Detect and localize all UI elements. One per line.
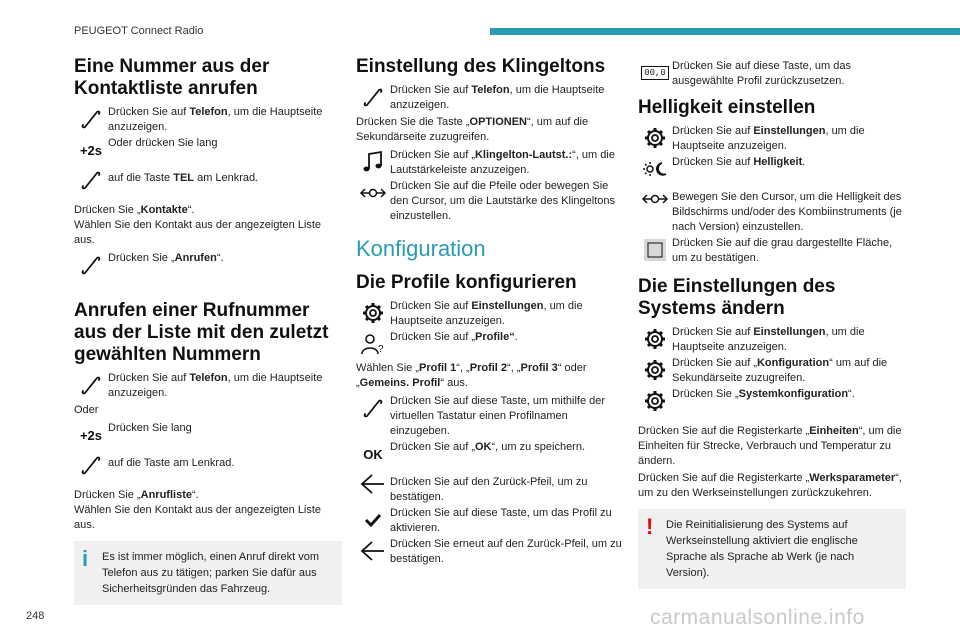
step-row: Drücken Sie „Systemkonfiguration“.: [638, 386, 906, 416]
warning-icon: !: [646, 514, 654, 539]
step-row: Drücken Sie auf diese Taste, um das Profil zu aktivieren.: [356, 505, 624, 536]
phone-icon: [74, 104, 108, 134]
gear-icon: [638, 123, 672, 153]
heading-call-contact: Eine Nummer aus der Kontaktliste anrufen: [74, 56, 270, 99]
column-2: [356, 56, 624, 567]
checkmark-icon: [356, 505, 390, 535]
step-row: Drücken Sie auf diese Taste, um mithilfe der virtuellen Tastatur einen Profilnamen einzugeben.: [356, 393, 624, 439]
gears-icon: [638, 386, 672, 416]
back-arrow-icon: [356, 536, 390, 566]
paragraph: Drücken Sie „Kontakte“. Wählen Sie den Kontakt aus der angezeigten Liste aus.: [74, 204, 322, 246]
step-row: Drücken Sie auf Einstellungen, um die Hauptseite anzuzeigen.: [638, 324, 906, 355]
step-row: Drücken Sie auf die grau dargestellte Fläche, um zu bestätigen.: [638, 235, 906, 266]
profile-icon: [356, 329, 390, 359]
step-row: Drücken Sie auf Einstellungen, um die Hauptseite anzuzeigen.: [356, 298, 624, 329]
music-note-icon: [356, 147, 390, 177]
paragraph: Drücken Sie die Taste „OPTIONEN“, um auf die Sekundärseite zuzugreifen.: [356, 116, 589, 143]
column-1: [74, 56, 342, 605]
slider-arrows-icon: [356, 178, 390, 208]
back-arrow-icon: [356, 469, 390, 499]
long-press-icon: +2s: [79, 142, 103, 158]
step-row: Drücken Sie „Anrufen“.: [74, 250, 342, 280]
column-3: [638, 58, 906, 589]
step-row: Drücken Sie auf „Klingelton-Lautst.:“, um die Lautstärkeleiste anzuzeigen.: [356, 147, 624, 178]
heading-profiles: Die Profile konfigurieren: [356, 272, 577, 293]
phone-icon: [74, 165, 108, 195]
step-row: +2s Drücken Sie lang: [74, 420, 342, 450]
gear-icon: [356, 298, 390, 328]
step-row: auf die Taste TEL am Lenkrad.: [74, 165, 342, 195]
paragraph: Wählen Sie „Profil 1“, „Profil 2“, „Profil 3“ oder „Gemeins. Profil“ aus.: [356, 362, 587, 389]
heading-ringtone: Einstellung des Klingeltons: [356, 56, 606, 77]
info-note: i Es ist immer möglich, einen Anruf direkt vom Telefon aus zu tätigen; parken Sie dafür aus Sicherheitsgründen das Fahrzeug.: [74, 541, 342, 605]
page-number: 248: [26, 610, 45, 622]
svg-text:?: ?: [378, 344, 384, 355]
heading-brightness: Helligkeit einstellen: [638, 97, 816, 118]
step-row: Drücken Sie auf Telefon, um die Hauptseite anzuzeigen.: [74, 370, 342, 401]
step-row: Drücken Sie auf den Zurück-Pfeil, um zu bestätigen.: [356, 469, 624, 505]
heading-system-settings: Die Einstellungen des Systems ändern: [638, 276, 836, 319]
step-row: Drücken Sie erneut auf den Zurück-Pfeil, um zu bestätigen.: [356, 536, 624, 567]
phone-icon: [356, 82, 390, 112]
reset-icon: 00,0: [638, 58, 672, 88]
phone-icon: [74, 450, 108, 480]
paragraph: Drücken Sie „Anrufliste“. Wählen Sie den Kontakt aus der angezeigten Liste aus.: [74, 489, 322, 531]
step-row: +2s Oder drücken Sie lang: [74, 135, 342, 165]
step-row: Drücken Sie auf Telefon, um die Hauptseite anzuzeigen.: [74, 104, 342, 135]
step-row: Drücken Sie auf Einstellungen, um die Hauptseite anzuzeigen.: [638, 123, 906, 154]
grey-area-icon: [638, 235, 672, 265]
sun-moon-icon: [638, 154, 672, 184]
step-row: 00,0 Drücken Sie auf diese Taste, um das ausgewählte Profil zurückzusetzen.: [638, 58, 906, 89]
phone-icon: [74, 370, 108, 400]
info-icon: i: [82, 546, 89, 571]
slider-arrows-icon: [638, 184, 672, 214]
long-press-icon: +2s: [79, 427, 103, 443]
step-row: Drücken Sie auf die Pfeile oder bewegen Sie den Cursor, um die Lautstärke des Klingeltons einzustellen.: [356, 178, 624, 224]
section-title-configuration: Konfiguration: [356, 236, 486, 261]
paragraph: Oder: [74, 404, 99, 416]
step-row: ? Drücken Sie auf „Profile“.: [356, 329, 624, 359]
paragraph: Drücken Sie auf die Registerkarte „Einheiten“, um die Einheiten für Strecke, Verbrauch und Temperatur zu ändern.: [638, 425, 902, 467]
phone-icon: [74, 250, 108, 280]
paragraph: Drücken Sie auf die Registerkarte „Werksparameter“, um zu den Werkseinstellungen zurückzukehren.: [638, 472, 902, 499]
watermark: carmanualsonline.info: [650, 606, 865, 629]
step-row: Drücken Sie auf Helligkeit.: [638, 154, 906, 184]
step-row: OK Drücken Sie auf „OK“, um zu speichern.: [356, 439, 624, 469]
gears-icon: [638, 355, 672, 385]
header-title: PEUGEOT Connect Radio: [74, 25, 204, 37]
step-row: auf die Taste am Lenkrad.: [74, 450, 342, 480]
gear-icon: [638, 324, 672, 354]
step-row: Bewegen Sie den Cursor, um die Helligkeit des Bildschirms und/oder des Kombiinstruments (je nach Version) einzustellen.: [638, 184, 906, 235]
heading-call-recent: Anrufen einer Rufnummer aus der Liste mit den zuletzt gewählten Nummern: [74, 300, 329, 365]
warning-note: ! Die Reinitialisierung des Systems auf Werkseinstellung aktiviert die englische Sprache als Sprache ab Werk (je nach Version).: [638, 509, 906, 589]
step-row: Drücken Sie auf „Konfiguration“ um auf die Sekundärseite zuzugreifen.: [638, 355, 906, 386]
ok-icon: OK: [363, 446, 383, 462]
step-row: Drücken Sie auf Telefon, um die Hauptseite anzuzeigen.: [356, 82, 624, 113]
header-accent-bar: [490, 28, 960, 35]
pen-icon: [356, 393, 390, 423]
